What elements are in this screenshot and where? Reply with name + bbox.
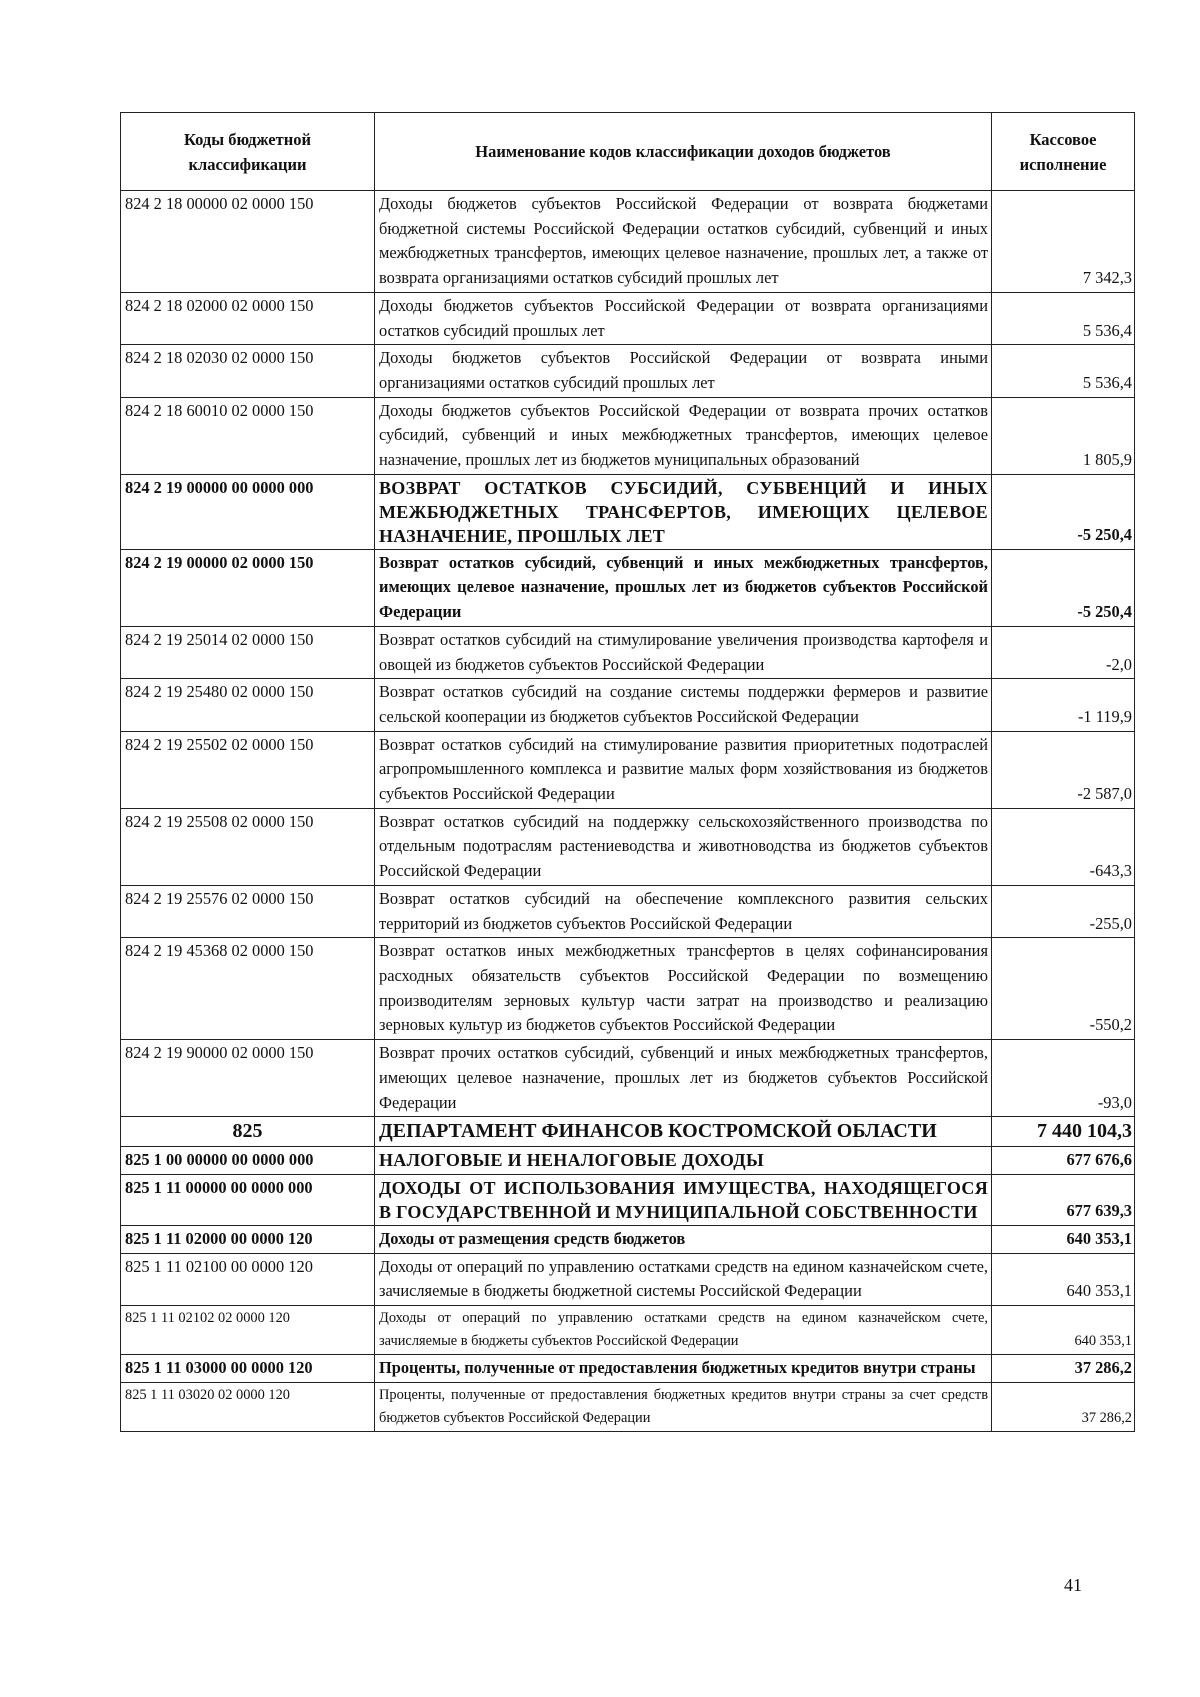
- row-name: Возврат остатков субсидий на создание системы поддержки фермеров и развитие сельской кооперации из бюджетов субъектов Российской Федерации: [375, 679, 992, 731]
- row-amount: 640 353,1: [992, 1225, 1135, 1253]
- table-header-row: [121, 113, 1135, 191]
- row-name: Доходы бюджетов субъектов Российской Федерации от возврата иными организациями остатков субсидий прошлых лет: [375, 345, 992, 397]
- row-code: 825 1 11 02102 02 0000 120: [121, 1306, 375, 1355]
- table-row: [121, 1355, 1135, 1383]
- row-amount: -255,0: [992, 885, 1135, 937]
- row-code: 824 2 18 02030 02 0000 150: [121, 345, 375, 397]
- row-amount: 5 536,4: [992, 292, 1135, 344]
- row-code: 824 2 19 90000 02 0000 150: [121, 1040, 375, 1117]
- row-code: 825 1 11 02100 00 0000 120: [121, 1253, 375, 1305]
- row-amount: 677 639,3: [992, 1174, 1135, 1225]
- row-name: Возврат остатков иных межбюджетных трансфертов в целях софинансирования расходных обязательств субъектов Российской Федерации по возмещению производителям зерновых культур части затрат на производство и реализацию зерновых культур из бюджетов субъектов Российской Федерации: [375, 938, 992, 1040]
- row-name: Возврат остатков субсидий на поддержку сельскохозяйственного производства по отдельным подотраслям растениеводства и животноводства из бюджетов субъектов Российской Федерации: [375, 808, 992, 885]
- table-row: [121, 808, 1135, 885]
- row-name: Возврат остатков субсидий на стимулирование развития приоритетных подотраслей агропромышленного комплекса и развитие малых форм хозяйствования из бюджетов субъектов Российской Федерации: [375, 731, 992, 808]
- table-row: [121, 885, 1135, 937]
- table-row: [121, 1147, 1135, 1175]
- row-code: 825 1 00 00000 00 0000 000: [121, 1147, 375, 1175]
- row-amount: -93,0: [992, 1040, 1135, 1117]
- row-amount: 677 676,6: [992, 1147, 1135, 1175]
- row-code: 824 2 19 25502 02 0000 150: [121, 731, 375, 808]
- table-row: [121, 1174, 1135, 1225]
- table-row: [121, 1225, 1135, 1253]
- row-code: 824 2 19 25576 02 0000 150: [121, 885, 375, 937]
- row-code: 825 1 11 03020 02 0000 120: [121, 1382, 375, 1431]
- table-row: [121, 731, 1135, 808]
- row-name: Доходы бюджетов субъектов Российской Федерации от возврата прочих остатков субсидий, субвенций и иных межбюджетных трансфертов, имеющих целевое назначение, прошлых лет из бюджетов муниципальных образований: [375, 397, 992, 474]
- department-row: [121, 1117, 1135, 1147]
- department-code: 825: [121, 1117, 375, 1147]
- row-name: ДОХОДЫ ОТ ИСПОЛЬЗОВАНИЯ ИМУЩЕСТВА, НАХОДЯЩЕГОСЯ В ГОСУДАРСТВЕННОЙ И МУНИЦИПАЛЬНОЙ СОБСТВЕННОСТИ: [375, 1174, 992, 1225]
- row-name: Возврат остатков субсидий, субвенций и иных межбюджетных трансфертов, имеющих целевое назначение, прошлых лет из бюджетов субъектов Российской Федерации: [375, 549, 992, 626]
- table-row: [121, 397, 1135, 474]
- table-row: [121, 626, 1135, 678]
- row-amount: 37 286,2: [992, 1355, 1135, 1383]
- row-name: Возврат остатков субсидий на стимулирование увеличения производства картофеля и овощей из бюджетов субъектов Российской Федерации: [375, 626, 992, 678]
- row-amount: -2 587,0: [992, 731, 1135, 808]
- row-name: Доходы от операций по управлению остатками средств на едином казначейском счете, зачисляемые в бюджеты бюджетной системы Российской Федерации: [375, 1253, 992, 1305]
- row-code: 824 2 19 00000 00 0000 000: [121, 474, 375, 549]
- header-name: Наименование кодов классификации доходов бюджетов: [375, 113, 992, 191]
- table-row: [121, 1253, 1135, 1305]
- row-amount: 5 536,4: [992, 345, 1135, 397]
- row-code: 825 1 11 02000 00 0000 120: [121, 1225, 375, 1253]
- table-row: [121, 1382, 1135, 1431]
- table-row: [121, 679, 1135, 731]
- row-amount: 1 805,9: [992, 397, 1135, 474]
- table-row: [121, 1040, 1135, 1117]
- row-name: Проценты, полученные от предоставления бюджетных кредитов внутри страны: [375, 1355, 992, 1383]
- row-name: Проценты, полученные от предоставления бюджетных кредитов внутри страны за счет средств бюджетов субъектов Российской Федерации: [375, 1382, 992, 1431]
- row-name: НАЛОГОВЫЕ И НЕНАЛОГОВЫЕ ДОХОДЫ: [375, 1147, 992, 1175]
- row-amount: 640 353,1: [992, 1306, 1135, 1355]
- row-amount: -5 250,4: [992, 474, 1135, 549]
- row-name: Доходы от размещения средств бюджетов: [375, 1225, 992, 1253]
- header-code: Коды бюджетной классификации: [121, 113, 375, 191]
- table-row: [121, 938, 1135, 1040]
- row-name: Возврат остатков субсидий на обеспечение комплексного развития сельских территорий из бюджетов субъектов Российской Федерации: [375, 885, 992, 937]
- row-name: Возврат прочих остатков субсидий, субвенций и иных межбюджетных трансфертов, имеющих целевое назначение, прошлых лет из бюджетов субъектов Российской Федерации: [375, 1040, 992, 1117]
- row-amount: 7 342,3: [992, 191, 1135, 293]
- department-amount: 7 440 104,3: [992, 1117, 1135, 1147]
- department-name: ДЕПАРТАМЕНТ ФИНАНСОВ КОСТРОМСКОЙ ОБЛАСТИ: [375, 1117, 992, 1147]
- row-code: 824 2 18 00000 02 0000 150: [121, 191, 375, 293]
- row-code: 824 2 19 25480 02 0000 150: [121, 679, 375, 731]
- table-row: [121, 1306, 1135, 1355]
- row-name: ВОЗВРАТ ОСТАТКОВ СУБСИДИЙ, СУБВЕНЦИЙ И ИНЫХ МЕЖБЮДЖЕТНЫХ ТРАНСФЕРТОВ, ИМЕЮЩИХ ЦЕЛЕВОЕ НАЗНАЧЕНИЕ, ПРОШЛЫХ ЛЕТ: [375, 474, 992, 549]
- row-code: 824 2 18 60010 02 0000 150: [121, 397, 375, 474]
- row-amount: -2,0: [992, 626, 1135, 678]
- row-code: 824 2 19 25508 02 0000 150: [121, 808, 375, 885]
- row-amount: -5 250,4: [992, 549, 1135, 626]
- header-amount: Кассовое исполнение: [992, 113, 1135, 191]
- row-name: Доходы бюджетов субъектов Российской Федерации от возврата бюджетами бюджетной системы Российской Федерации остатков субсидий, субвенций и иных межбюджетных трансфертов, имеющих целевое назначение, прошлых лет, а также от возврата организациями остатков субсидий прошлых лет: [375, 191, 992, 293]
- row-amount: 37 286,2: [992, 1382, 1135, 1431]
- table-row: [121, 292, 1135, 344]
- row-code: 824 2 18 02000 02 0000 150: [121, 292, 375, 344]
- row-code: 824 2 19 45368 02 0000 150: [121, 938, 375, 1040]
- row-amount: -1 119,9: [992, 679, 1135, 731]
- row-name: Доходы от операций по управлению остатками средств на едином казначейском счете, зачисляемые в бюджеты субъектов Российской Федерации: [375, 1306, 992, 1355]
- table-row: [121, 474, 1135, 549]
- row-code: 824 2 19 00000 02 0000 150: [121, 549, 375, 626]
- row-amount: 640 353,1: [992, 1253, 1135, 1305]
- table-row: [121, 345, 1135, 397]
- row-name: Доходы бюджетов субъектов Российской Федерации от возврата организациями остатков субсидий прошлых лет: [375, 292, 992, 344]
- budget-revenue-table: [120, 112, 1135, 1432]
- table-row: [121, 191, 1135, 293]
- row-amount: -550,2: [992, 938, 1135, 1040]
- row-code: 825 1 11 00000 00 0000 000: [121, 1174, 375, 1225]
- page-number: 41: [1064, 1575, 1082, 1595]
- table-row: [121, 549, 1135, 626]
- row-amount: -643,3: [992, 808, 1135, 885]
- row-code: 825 1 11 03000 00 0000 120: [121, 1355, 375, 1383]
- row-code: 824 2 19 25014 02 0000 150: [121, 626, 375, 678]
